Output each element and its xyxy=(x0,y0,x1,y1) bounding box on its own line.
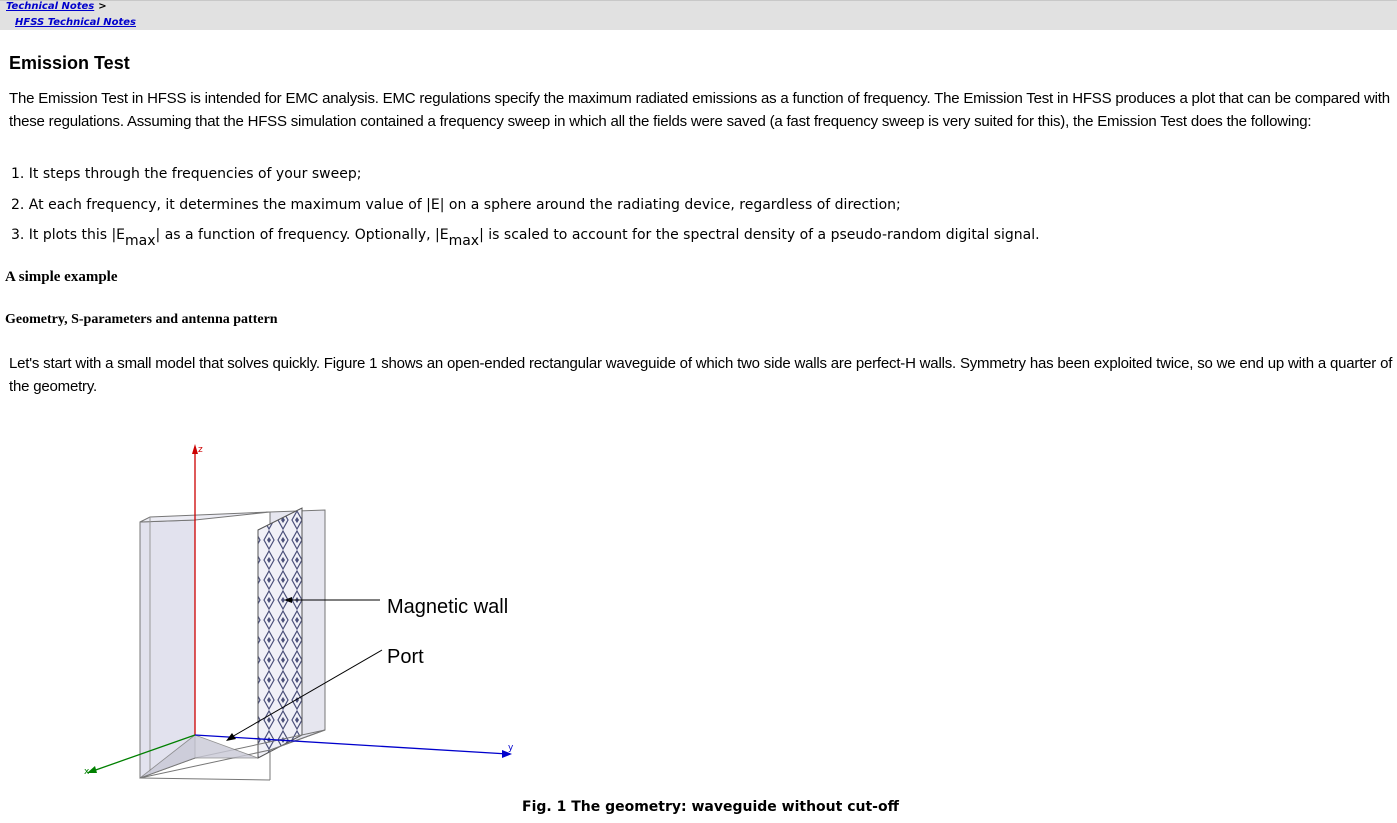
y-axis-line xyxy=(195,735,508,754)
geometry-paragraph: Let's start with a small model that solves quickly. Figure 1 shows an open-ended rectangular waveguide of which two side walls are perfect-H walls. Symmetry has been exploited twice, so we end up with a quarter of the geometry. xyxy=(9,355,1393,395)
x-axis-label: x xyxy=(84,767,90,777)
breadcrumb-level2 xyxy=(15,17,136,28)
step-3-subscript-2: max xyxy=(448,233,480,249)
left-wall-front xyxy=(140,520,195,778)
step-3 xyxy=(11,227,1040,249)
intro-paragraph: The Emission Test in HFSS is intended for EMC analysis. EMC regulations specify the maximum radiated emissions as a function of frequency. The Emission Test in HFSS produces a plot that can be compared with these regulations. Assuming that the HFSS simulation contained a frequency sweep in which all the fields were saved (a fast frequency sweep is very suited for this), the Emission Test does the following: xyxy=(9,90,1390,130)
port-label: Port xyxy=(387,646,424,668)
step-2: 2. At each frequency, it determines the maximum value of |E| on a sphere around the radiating device, regardless of direction; xyxy=(11,197,901,213)
magnetic-wall xyxy=(258,508,302,758)
breadcrumb-level1 xyxy=(6,1,107,12)
figure-caption: Fig. 1 The geometry: waveguide without cut-off xyxy=(522,799,899,815)
breadcrumb-separator: > xyxy=(98,1,107,12)
breadcrumb-bar xyxy=(0,0,1397,30)
technical-notes-link[interactable]: Technical Notes xyxy=(6,1,95,12)
magnetic-wall-label: Magnetic wall xyxy=(387,596,509,618)
step-3-part-c: | is scaled to account for the spectral density of a pseudo-random digital signal. xyxy=(479,227,1040,243)
heading-simple-example: A simple example xyxy=(5,269,118,285)
hfss-technical-notes-link[interactable]: HFSS Technical Notes xyxy=(15,17,136,28)
step-3-part-b: | as a function of frequency. Optionally, |E xyxy=(155,227,449,243)
heading-geometry: Geometry, S-parameters and antenna pattern xyxy=(5,312,278,327)
step-1: 1. It steps through the frequencies of your sweep; xyxy=(11,166,362,182)
z-axis-label: z xyxy=(198,445,203,455)
y-axis-label: y xyxy=(508,743,514,753)
waveguide-figure xyxy=(80,430,520,790)
page-title: Emission Test xyxy=(9,53,130,73)
left-wall-top xyxy=(140,512,270,522)
step-3-part-a: 3. It plots this |E xyxy=(11,227,126,243)
step-3-subscript-1: max xyxy=(125,233,156,249)
